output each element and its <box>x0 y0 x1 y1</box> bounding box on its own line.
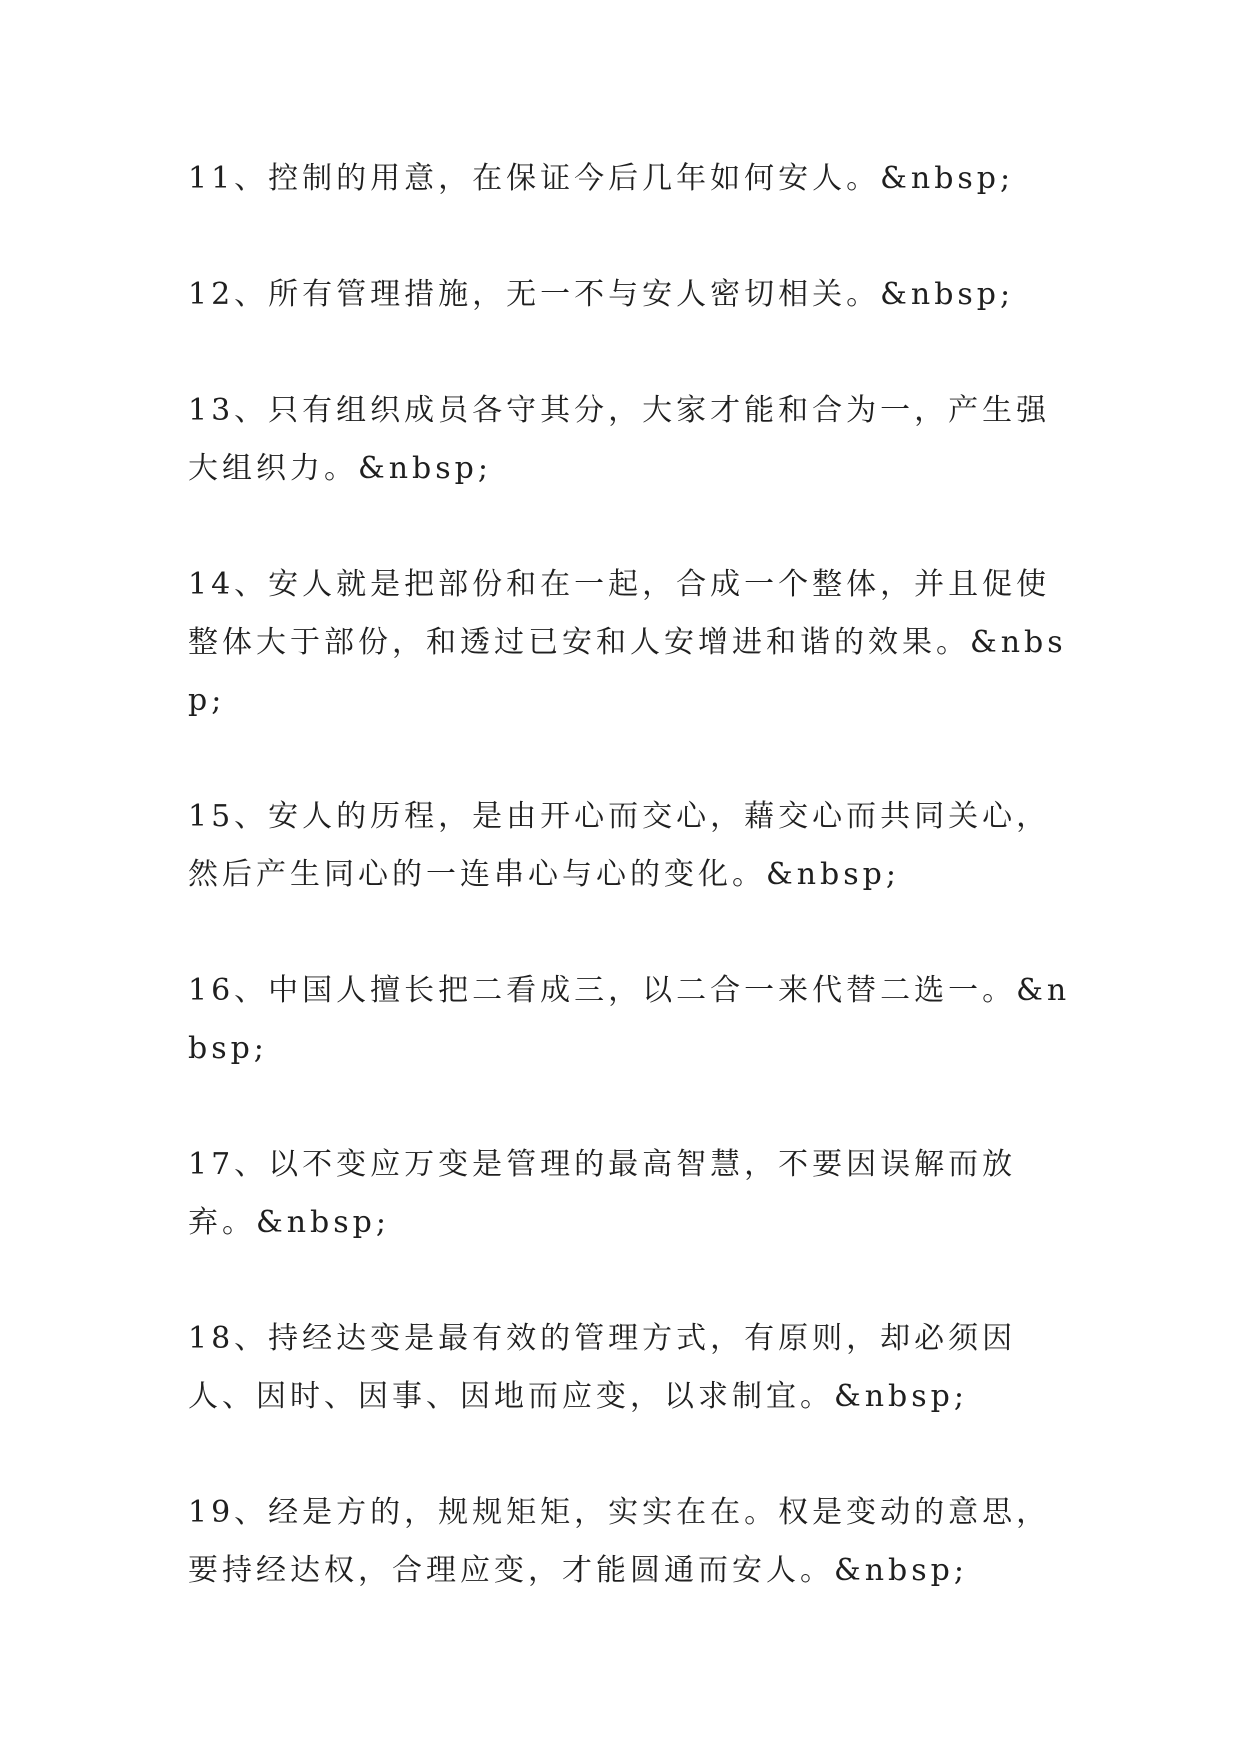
paragraph-17: 17、以不变应万变是管理的最高智慧，不要因误解而放弃。&nbsp; <box>188 1147 1017 1240</box>
paragraph-19: 19、经是方的，规规矩矩，实实在在。权是变动的意思，要持经达权，合理应变，才能圆通而安人。&nbsp; <box>188 1495 1051 1588</box>
paragraph-11: 11、控制的用意，在保证今后几年如何安人。&nbsp; <box>188 161 1015 196</box>
paragraph-14: 14、安人就是把部份和在一起，合成一个整体，并且促使整体大于部份，和透过已安和人安增进和谐的效果。&nbsp; <box>188 567 1067 718</box>
paragraph-16: 16、中国人擅长把二看成三，以二合一来代替二选一。&nbsp; <box>188 973 1071 1066</box>
paragraph-15: 15、安人的历程，是由开心而交心，藉交心而共同关心，然后产生同心的一连串心与心的变化。&nbsp; <box>188 799 1051 892</box>
paragraph-13: 13、只有组织成员各守其分，大家才能和合为一，产生强大组织力。&nbsp; <box>188 393 1051 486</box>
paragraph-12: 12、所有管理措施，无一不与安人密切相关。&nbsp; <box>188 277 1015 312</box>
document-body <box>188 150 1078 1658</box>
paragraph-18: 18、持经达变是最有效的管理方式，有原则，却必须因人、因时、因事、因地而应变，以求制宜。&nbsp; <box>188 1321 1017 1414</box>
